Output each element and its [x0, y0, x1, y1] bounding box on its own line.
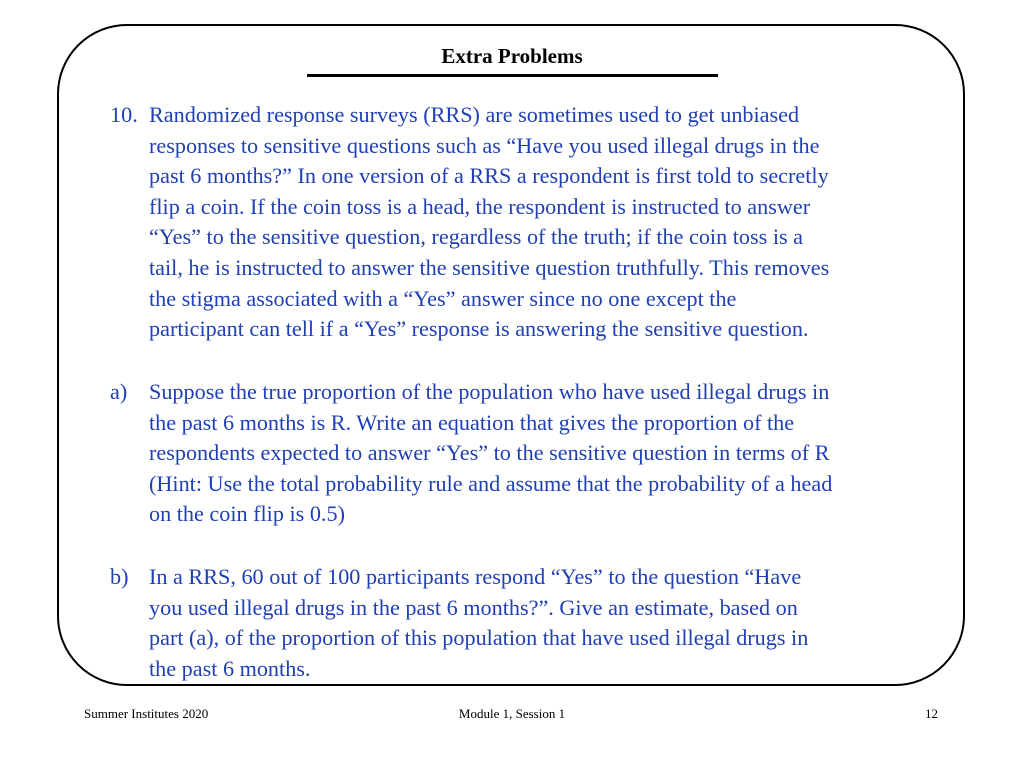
problem-text: [149, 100, 950, 345]
part-a: [110, 377, 950, 530]
footer-session: Module 1, Session 1: [458, 706, 566, 721]
text-line: on the coin flip is 0.5): [149, 501, 345, 527]
text-line: part (a), of the proportion of this population that have used illegal drugs in: [149, 625, 809, 651]
page-number: 12: [925, 706, 938, 721]
text-line: responses to sensitive questions such as “Have you used illegal drugs in the: [149, 132, 820, 158]
text-line: tail, he is instructed to answer the sensitive question truthfully. This removes: [149, 254, 830, 280]
text-line: Suppose the true proportion of the population who have used illegal drugs in: [149, 379, 830, 404]
text-line: the past 6 months.: [149, 655, 311, 681]
part-a-text: [149, 377, 950, 530]
text-line: (Hint: Use the total probability rule and assume that the probability of a head: [149, 470, 833, 496]
part-b-marker: b): [110, 564, 129, 589]
slide-title: Extra Problems: [441, 44, 583, 68]
title-underline: [307, 74, 718, 77]
text-line: you used illegal drugs in the past 6 months?”. Give an estimate, based on: [149, 594, 798, 620]
part-a-marker: a): [110, 379, 128, 404]
text-line: participant can tell if a “Yes” response is answering the sensitive question.: [149, 316, 809, 342]
text-line: Randomized response surveys (RRS) are sometimes used to get unbiased: [149, 102, 800, 127]
text-line: flip a coin. If the coin toss is a head, the respondent is instructed to answer: [149, 193, 811, 219]
part-b: [110, 562, 950, 684]
text-line: the past 6 months is R. Write an equation that gives the proportion of the: [149, 409, 795, 435]
text-line: the stigma associated with a “Yes” answer since no one except the: [149, 285, 737, 311]
problem-number: 10.: [110, 102, 138, 127]
problem-10: [110, 100, 950, 345]
text-line: “Yes” to the sensitive question, regardless of the truth; if the coin toss is a: [149, 224, 804, 250]
text-line: past 6 months?” In one version of a RRS a respondent is first told to secretly: [149, 163, 829, 189]
text-line: In a RRS, 60 out of 100 participants respond “Yes” to the question “Have: [149, 564, 802, 589]
text-line: respondents expected to answer “Yes” to the sensitive question in terms of R: [149, 440, 830, 466]
footer-institute: Summer Institutes 2020: [84, 706, 209, 721]
part-b-text: [149, 562, 950, 684]
